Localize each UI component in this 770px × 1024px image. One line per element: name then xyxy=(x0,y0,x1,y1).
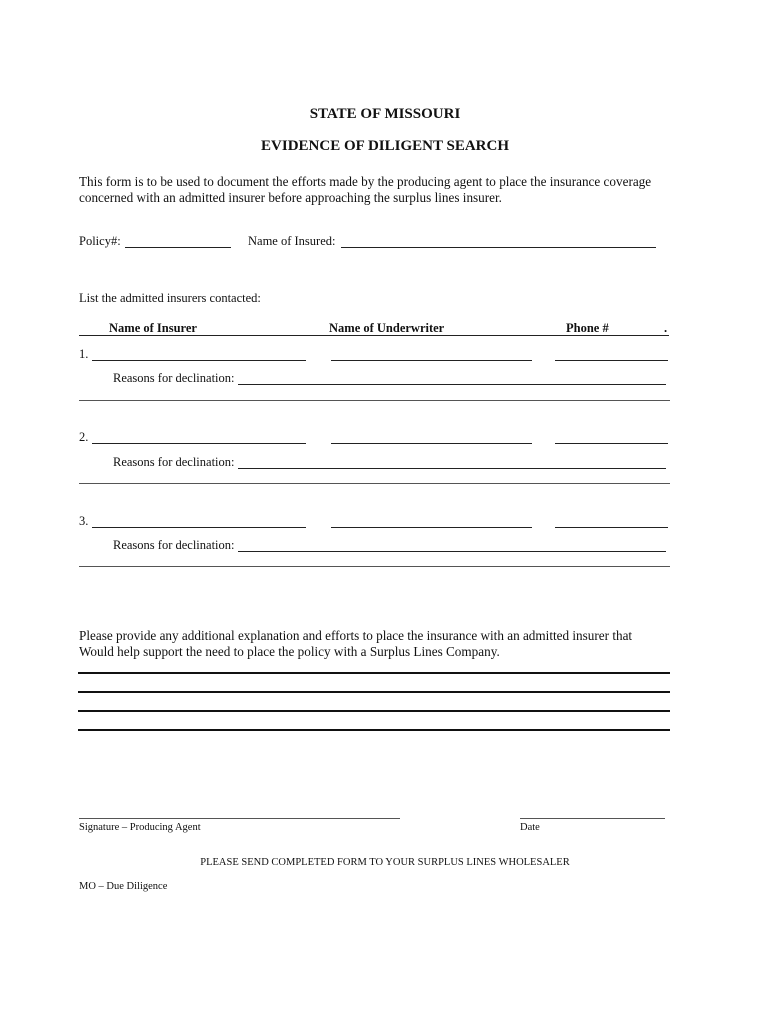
entry-1-insurer-field[interactable] xyxy=(92,360,306,361)
footer-instruction: PLEASE SEND COMPLETED FORM TO YOUR SURPLUS LINES WHOLESALER xyxy=(200,857,570,868)
entry-2-underwriter-field[interactable] xyxy=(331,443,532,444)
entry-2-reasons-field[interactable] xyxy=(238,468,666,469)
intro-line-2: concerned with an admitted insurer before approaching the surplus lines insurer. xyxy=(79,190,502,205)
explanation-line-field-4[interactable] xyxy=(78,729,670,731)
entry-1-reasons-continuation[interactable] xyxy=(79,400,670,401)
entry-1-underwriter-field[interactable] xyxy=(331,360,532,361)
entry-3-phone-field[interactable] xyxy=(555,527,668,528)
form-title: STATE OF MISSOURI xyxy=(309,106,461,122)
entry-1-reasons-label: Reasons for declination: xyxy=(113,371,235,385)
col-phone-end: . xyxy=(664,321,668,335)
insurers-list-label: List the admitted insurers contacted: xyxy=(79,291,261,305)
entry-1-number: 1. xyxy=(79,347,89,361)
date-field[interactable] xyxy=(520,818,665,819)
signature-field[interactable] xyxy=(79,818,400,819)
entry-3-insurer-field[interactable] xyxy=(92,527,306,528)
form-subtitle: EVIDENCE OF DILIGENT SEARCH xyxy=(261,138,509,154)
intro-paragraph xyxy=(79,174,679,206)
date-label: Date xyxy=(520,822,540,833)
entry-1-reasons-field[interactable] xyxy=(238,384,666,385)
insured-name-field[interactable] xyxy=(341,247,656,248)
policy-label: Policy#: xyxy=(79,234,121,248)
form-code: MO – Due Diligence xyxy=(79,881,168,892)
entry-3-reasons-field[interactable] xyxy=(238,551,666,552)
signature-label: Signature – Producing Agent xyxy=(79,822,201,833)
entry-2-insurer-field[interactable] xyxy=(92,443,306,444)
entry-2-reasons-label: Reasons for declination: xyxy=(113,455,235,469)
insured-label: Name of Insured: xyxy=(248,234,336,248)
entry-3-number: 3. xyxy=(79,514,89,528)
entry-3-reasons-label: Reasons for declination: xyxy=(113,538,235,552)
intro-line-1: This form is to be used to document the efforts made by the producing agent to place the insurance coverage xyxy=(79,174,652,189)
entry-3-reasons-continuation[interactable] xyxy=(79,566,670,567)
table-header-underline xyxy=(79,335,669,336)
explanation-line-field-1[interactable] xyxy=(78,672,670,674)
entry-3-underwriter-field[interactable] xyxy=(331,527,532,528)
explanation-line-field-2[interactable] xyxy=(78,691,670,693)
col-insurer-header: Name of Insurer xyxy=(109,321,197,335)
entry-1-phone-field[interactable] xyxy=(555,360,668,361)
entry-2-number: 2. xyxy=(79,430,89,444)
explanation-line-1: Please provide any additional explanation and efforts to place the insurance with an admitted insurer that xyxy=(79,628,633,643)
col-underwriter-header: Name of Underwriter xyxy=(329,321,445,335)
explanation-line-2: Would help support the need to place the policy with a Surplus Lines Company. xyxy=(79,644,500,659)
explanation-paragraph xyxy=(79,628,699,660)
entry-2-reasons-continuation[interactable] xyxy=(79,483,670,484)
entry-2-phone-field[interactable] xyxy=(555,443,668,444)
explanation-line-field-3[interactable] xyxy=(78,710,670,712)
col-phone-header: Phone # xyxy=(566,321,609,335)
policy-field[interactable] xyxy=(125,247,231,248)
